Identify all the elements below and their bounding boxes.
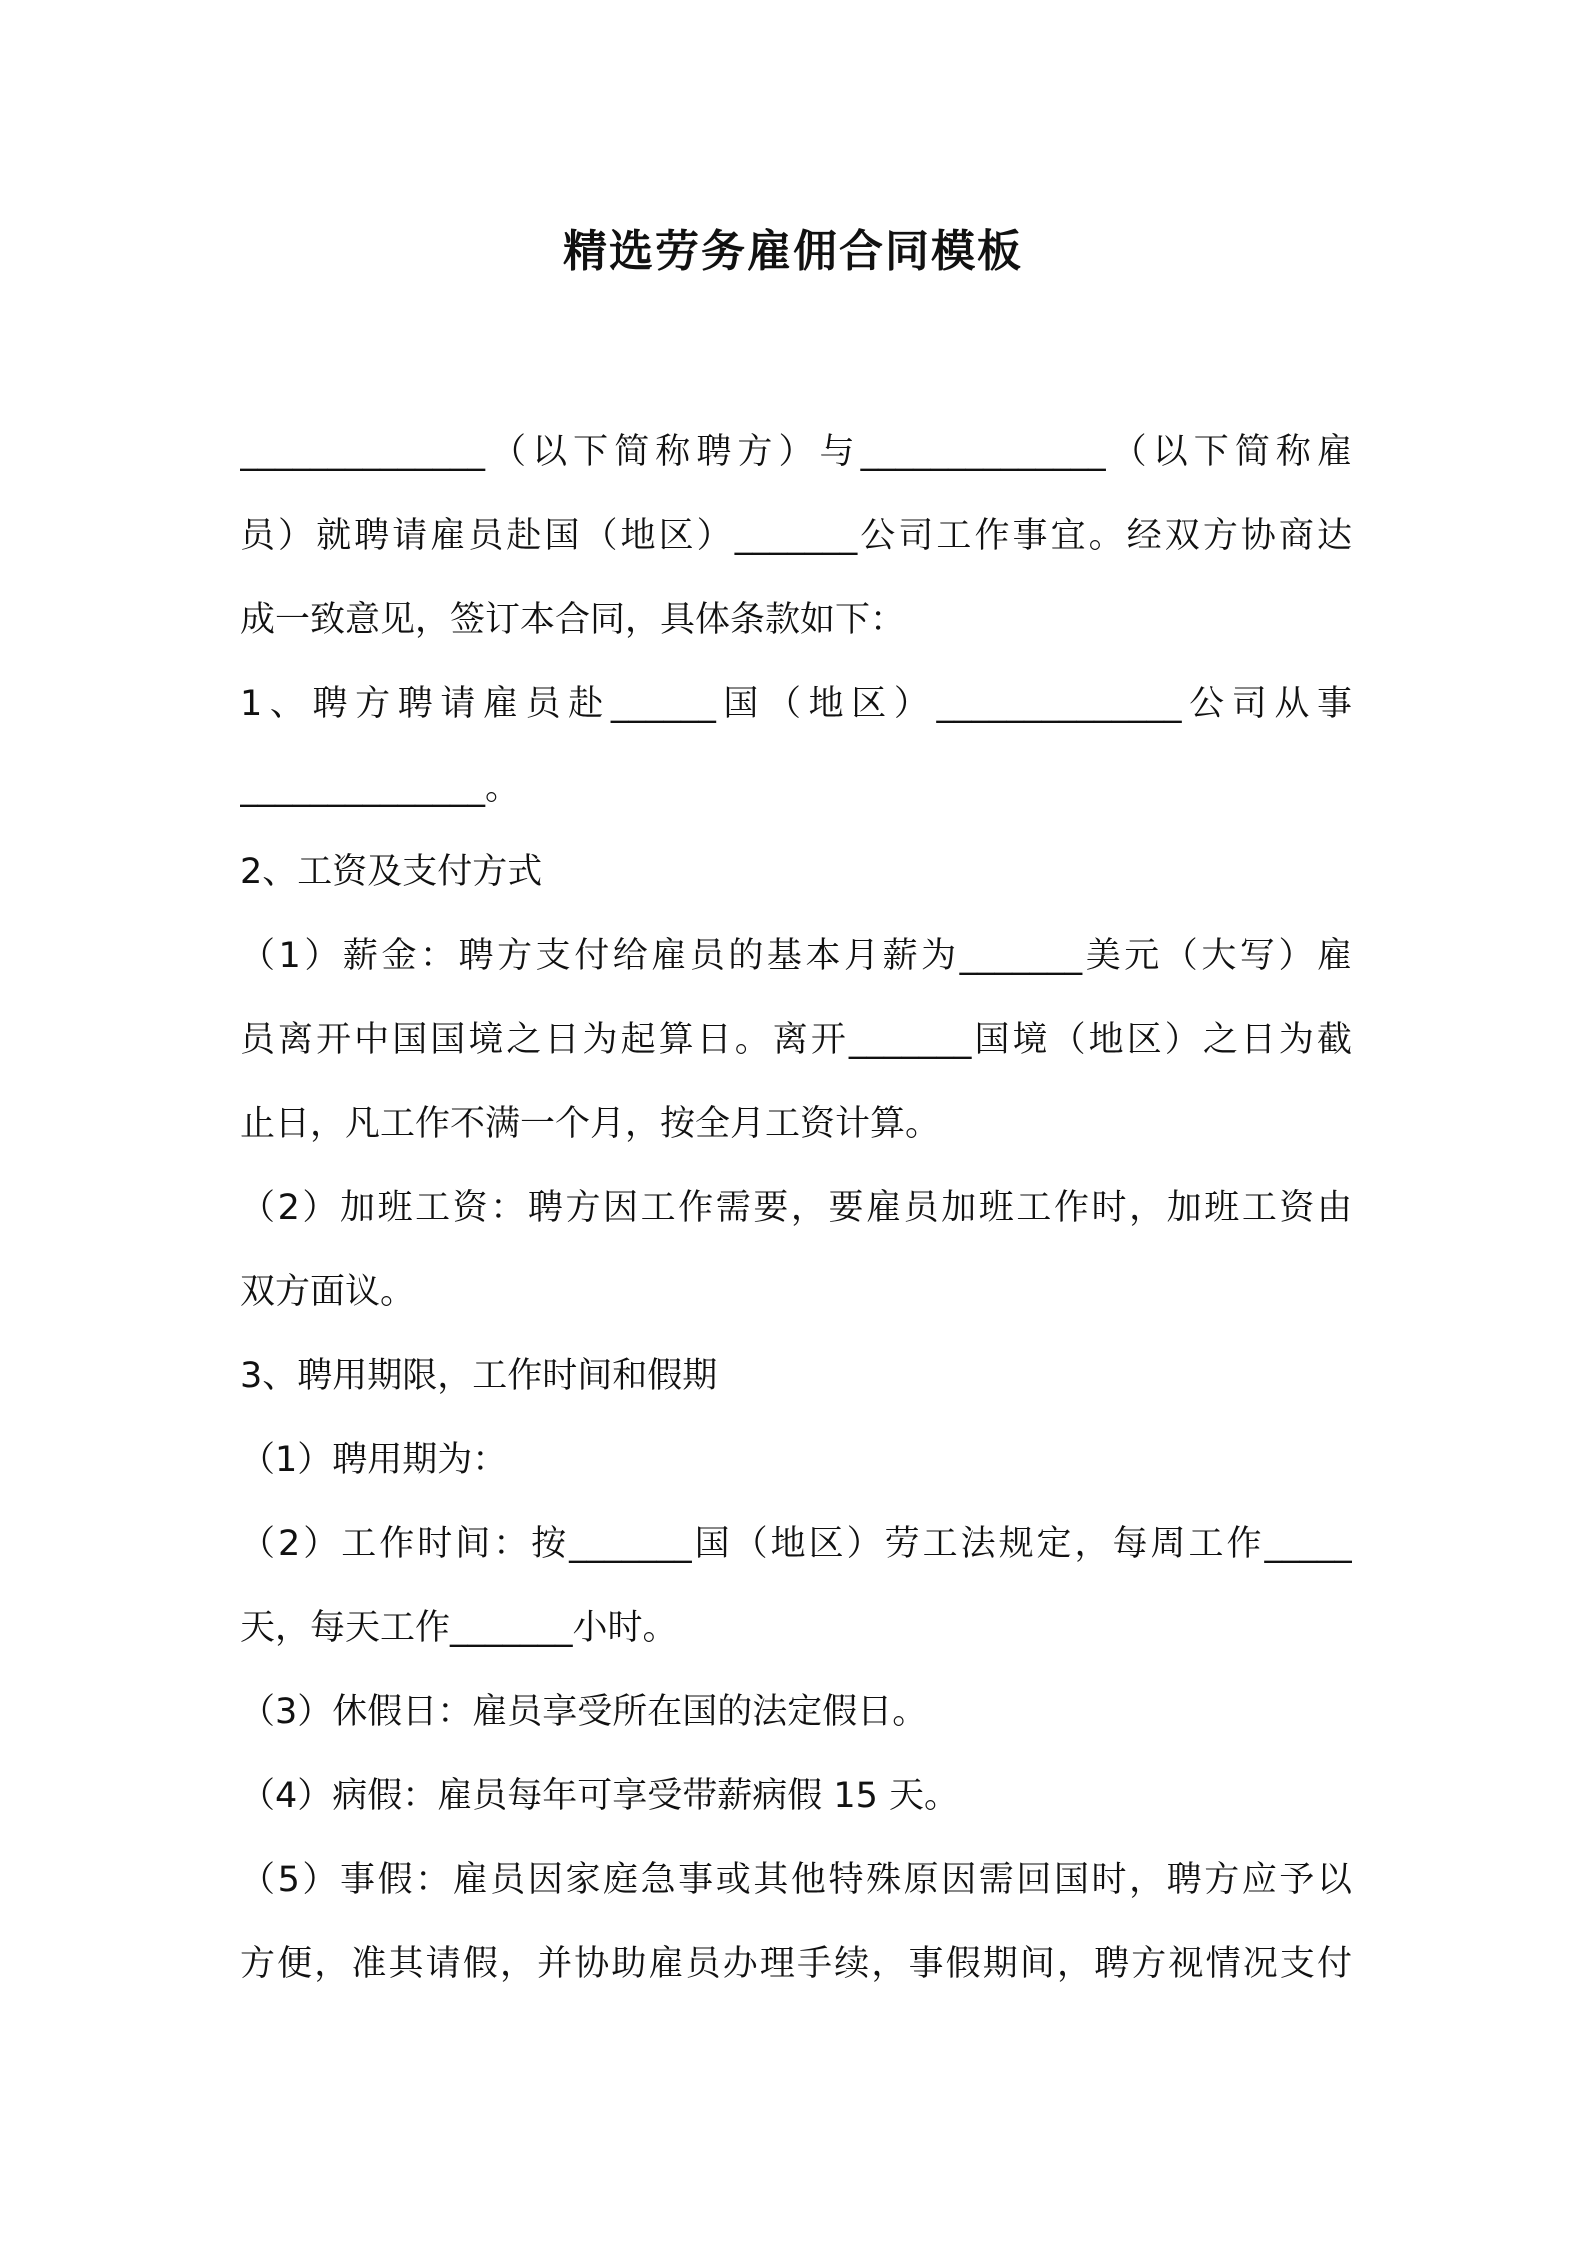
paragraph-line: 成一致意见，签订本合同，具体条款如下： xyxy=(240,600,906,640)
clause-2-1-line: （1）薪金：聘方支付给雇员的基本月薪为_______美元（大写）雇 xyxy=(240,936,1352,976)
clause-2-2-line: 双方面议。 xyxy=(240,1272,416,1312)
document-title: 精选劳务雇佣合同模板 xyxy=(563,226,1023,277)
clause-3-5-line: （5）事假：雇员因家庭急事或其他特殊原因需回国时，聘方应予以 xyxy=(240,1860,1352,1900)
clause-3-2-line: 天，每天工作_______小时。 xyxy=(240,1608,678,1648)
clause-2-1-line: 止日，凡工作不满一个月，按全月工资计算。 xyxy=(240,1104,941,1144)
clause-3-2-line: （2）工作时间：按_______国（地区）劳工法规定，每周工作_____ xyxy=(240,1524,1352,1564)
clause-2-1-line: 员离开中国国境之日为起算日。离开_______国境（地区）之日为截 xyxy=(240,1020,1352,1060)
paragraph-line: 员）就聘请雇员赴国（地区）_______公司工作事宜。经双方协商达 xyxy=(240,516,1352,556)
clause-2-heading: 2、工资及支付方式 xyxy=(240,852,543,892)
clause-3-5-line: 方便，准其请假，并协助雇员办理手续，事假期间，聘方视情况支付 xyxy=(240,1944,1352,1984)
document-body xyxy=(240,410,1352,2006)
clause-2-2-line: （2）加班工资：聘方因工作需要，要雇员加班工作时，加班工资由 xyxy=(240,1188,1352,1228)
clause-1-line: ______________。 xyxy=(240,768,521,808)
clause-3-4-line: （4）病假：雇员每年可享受带薪病假 15 天。 xyxy=(240,1776,960,1816)
clause-1-line: 1、聘方聘请雇员赴______国（地区）______________公司从事 xyxy=(240,684,1352,724)
clause-3-3-line: （3）休假日：雇员享受所在国的法定假日。 xyxy=(240,1692,928,1732)
clause-3-1-line: （1）聘用期为： xyxy=(240,1440,508,1480)
paragraph-line: ______________（以下简称聘方）与______________（以下简称雇 xyxy=(240,432,1352,472)
clause-3-heading: 3、聘用期限，工作时间和假期 xyxy=(240,1356,718,1396)
